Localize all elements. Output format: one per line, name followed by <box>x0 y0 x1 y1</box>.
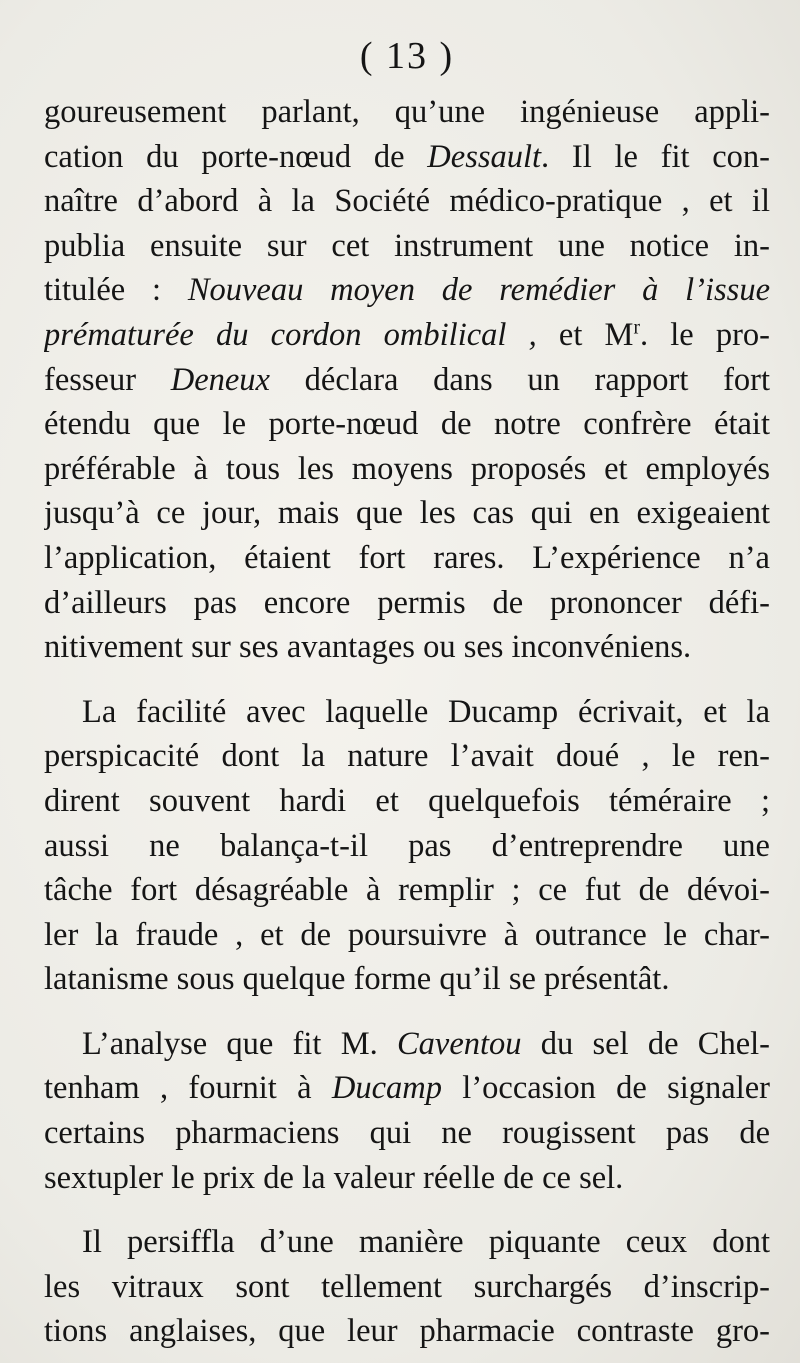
text-segment: d’ailleurs pas encore permis de prononcer défi- <box>44 584 770 621</box>
text-segment: les vitraux sont tellement surchargés d’inscrip- <box>44 1268 770 1305</box>
text-line <box>44 779 770 824</box>
text-segment: étendu que le porte-nœud de notre confrère était <box>44 406 770 443</box>
text-line <box>44 1066 770 1111</box>
text-segment: latanisme sous quelque forme qu’il se présentât. <box>44 961 670 998</box>
italic-text: Nouveau moyen de remédier à l’issue <box>187 272 770 309</box>
text-line <box>44 135 770 180</box>
text-line <box>44 1220 770 1265</box>
paragraph-gap <box>44 1002 770 1022</box>
paragraph <box>44 690 770 1002</box>
text-line <box>44 358 770 403</box>
text-segment: Il persiffla d’une manière piquante ceux dont <box>82 1224 770 1261</box>
text-line <box>44 1111 770 1156</box>
page-number: ( 13 ) <box>359 35 455 77</box>
paragraph-gap <box>44 670 770 690</box>
text-line <box>44 179 770 224</box>
text-segment: La facilité avec laquelle Ducamp écrivait, et la <box>82 693 770 730</box>
text-segment: ler la fraude , et de poursuivre à outrance le char- <box>44 916 770 953</box>
text-segment: jusqu’à ce jour, mais que les cas qui en exigeaient <box>44 495 770 532</box>
text-segment: naître d’abord à la Société médico-pratique , et il <box>44 183 770 220</box>
text-segment: titulée : <box>44 272 188 309</box>
text-line <box>44 536 770 581</box>
text-line <box>44 491 770 536</box>
text-segment: L’analyse que fit M. <box>82 1025 397 1062</box>
superscript-text: r <box>633 317 640 339</box>
text-segment: préférable à tous les moyens proposés et employés <box>44 450 770 487</box>
text-segment: tâche fort désagréable à remplir ; ce fut de dévoi- <box>44 872 770 909</box>
text-line <box>44 625 770 670</box>
text-line <box>44 581 770 626</box>
text-segment: certains pharmaciens qui ne rougissent pas de <box>44 1115 770 1152</box>
text-segment: goureusement parlant, qu’une ingénieuse appli- <box>44 94 770 130</box>
text-segment: perspicacité dont la nature l’avait doué , le ren- <box>44 738 770 775</box>
text-segment: et M <box>536 316 634 353</box>
text-segment: publia ensuite sur cet instrument une notice in- <box>44 227 770 264</box>
italic-text: Deneux <box>170 361 270 398</box>
text-line <box>44 1309 770 1354</box>
text-segment: aussi ne balança-t-il pas d’entreprendre une <box>44 827 770 864</box>
text-line <box>44 734 770 779</box>
text-line <box>44 402 770 447</box>
text-line <box>44 868 770 913</box>
italic-text: Caventou <box>396 1025 522 1062</box>
paragraph-gap <box>44 1200 770 1220</box>
italic-text: prématurée du cordon ombilical , <box>44 316 537 353</box>
paragraph <box>44 1022 770 1200</box>
text-line <box>44 1265 770 1310</box>
text-line <box>44 957 770 1002</box>
text-segment: . le pro- <box>639 316 770 353</box>
text-segment: déclara dans un rapport fort <box>269 361 770 398</box>
text-line <box>44 447 770 492</box>
text-segment: du sel de Chel- <box>521 1025 770 1062</box>
text-segment: fesseur <box>44 361 171 398</box>
text-segment: l’occasion de signaler <box>442 1070 770 1107</box>
text-segment: nitivement sur ses avantages ou ses inconvéniens. <box>44 629 692 666</box>
text-line <box>44 313 770 358</box>
italic-text: Dessault <box>427 138 542 175</box>
paragraph <box>44 1220 770 1354</box>
italic-text: Ducamp <box>331 1070 442 1107</box>
text-segment: l’application, étaient fort rares. L’expérience n’a <box>44 539 770 576</box>
text-line <box>44 268 770 313</box>
paragraph <box>44 90 770 670</box>
text-segment: dirent souvent hardi et quelquefois téméraire ; <box>44 782 770 819</box>
text-line <box>44 913 770 958</box>
text-line <box>44 824 770 869</box>
text-segment: tions anglaises, que leur pharmacie contraste gro- <box>44 1313 770 1350</box>
text-segment: tenham , fournit à <box>44 1070 332 1107</box>
text-line <box>44 90 770 135</box>
text-line <box>44 1156 770 1201</box>
text-line <box>44 690 770 735</box>
text-segment: . Il le fit con- <box>541 138 770 175</box>
text-line <box>44 224 770 269</box>
text-line <box>44 1022 770 1067</box>
text-segment: cation du porte-nœud de <box>44 138 428 175</box>
text-body <box>44 90 770 1354</box>
text-segment: sextupler le prix de la valeur réelle de ce sel. <box>44 1159 624 1196</box>
